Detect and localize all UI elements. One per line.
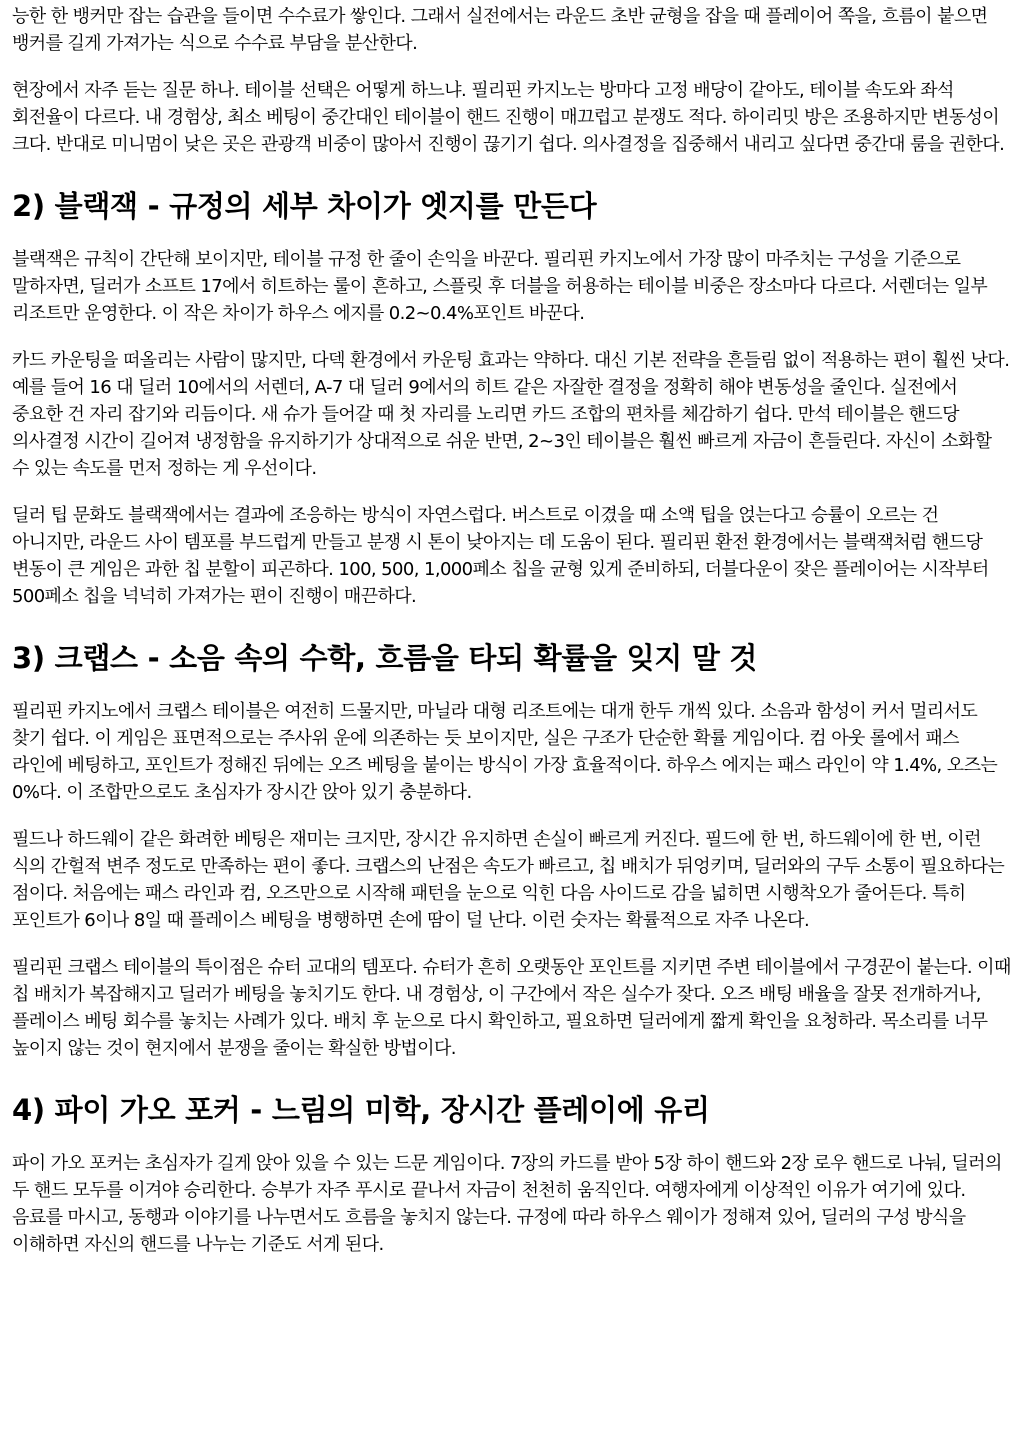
paragraph-baccarat-commission: 능한 한 뱅커만 잡는 습관을 들이면 수수료가 쌓인다. 그래서 실전에서는 라운드 초반 균형을 잡을 때 플레이어 쪽을, 흐름이 붙으면 뱅커를 길게 가져가는 식으로 수수료 부담을 분산한다.: [12, 6, 988, 54]
paragraph-craps-bets: 필드나 하드웨이 같은 화려한 베팅은 재미는 크지만, 장시간 유지하면 손실이 빠르게 커진다. 필드에 한 번, 하드웨이에 한 번, 이런 식의 간헐적 변주 정도로 만족하는 편이 좋다. 크랩스의 난점은 속도가 빠르고, 칩 배치가 뒤엉키며, 딜러와의 구두 소통이 필요하다는 점이다. 처음에는 패스 라인과 컴, 오즈만으로 시작해 패턴을 눈으로 익힌 다음 사이드로 감을 넓히면 시행착오가 줄어든다. 특히 포인트가 6이나 8일 때 플레이스 베팅을 병행하면 손에 땀이 덜 난다. 이런 숫자는 확률적으로 자주 나온다.: [12, 829, 1005, 931]
heading-craps: 3) 크랩스 - 소음 속의 수학, 흐름을 타되 확률을 잊지 말 것: [12, 641, 758, 675]
heading-blackjack: 2) 블랙잭 - 규정의 세부 차이가 엣지를 만든다: [12, 189, 597, 223]
paragraph-pai-gow-intro: 파이 가오 포커는 초심자가 길게 앉아 있을 수 있는 드문 게임이다. 7장의 카드를 받아 5장 하이 핸드와 2장 로우 핸드로 나눠, 딜러의 두 핸드 모두를 이겨야 승리한다. 승부가 자주 푸시로 끝나서 자금이 천천히 움직인다. 여행자에게 이상적인 이유가 여기에 있다. 음료를 마시고, 동행과 이야기를 나누면서도 흐름을 놓치지 않는다. 규정에 따라 하우스 웨이가 정해져 있어, 딜러의 구성 방식을 이해하면 자신의 핸드를 나누는 기준도 서게 된다.: [12, 1153, 1002, 1255]
paragraph-blackjack-rules: 블랙잭은 규칙이 간단해 보이지만, 테이블 규정 한 줄이 손익을 바꾼다. 필리핀 카지노에서 가장 많이 마주치는 구성을 기준으로 말하자면, 딜러가 소프트 17에서 히트하는 룰이 흔하고, 스플릿 후 더블을 허용하는 테이블 비중은 장소마다 다르다. 서렌더는 일부 리조트만 운영한다. 이 작은 차이가 하우스 에지를 0.2~0.4%포인트 바꾼다.: [12, 249, 988, 324]
paragraph-blackjack-tips: 딜러 팁 문화도 블랙잭에서는 결과에 조응하는 방식이 자연스럽다. 버스트로 이겼을 때 소액 팁을 얹는다고 승률이 오르는 건 아니지만, 라운드 사이 템포를 부드럽게 만들고 분쟁 시 톤이 낮아지는 데 도움이 된다. 필리핀 환전 환경에서는 블랙잭처럼 핸드당 변동이 큰 게임은 과한 칩 분할이 피곤하다. 100, 500, 1,000페소 칩을 균형 있게 준비하되, 더블다운이 잦은 플레이어는 시작부터 500페소 칩을 넉넉히 가져가는 편이 진행이 매끈하다.: [12, 505, 989, 607]
paragraph-table-selection: 현장에서 자주 듣는 질문 하나. 테이블 선택은 어떻게 하느냐. 필리핀 카지노는 방마다 고정 배당이 같아도, 테이블 속도와 좌석 회전율이 다르다. 내 경험상, 최소 베팅이 중간대인 테이블이 핸드 진행이 매끄럽고 분쟁도 적다. 하이리밋 방은 조용하지만 변동성이 크다. 반대로 미니멈이 낮은 곳은 관광객 비중이 많아서 진행이 끊기기 쉽다. 의사결정을 집중해서 내리고 싶다면 중간대 룸을 권한다.: [12, 80, 1005, 155]
heading-pai-gow: 4) 파이 가오 포커 - 느림의 미학, 장시간 플레이에 유리: [12, 1093, 710, 1127]
paragraph-blackjack-strategy: 카드 카운팅을 떠올리는 사람이 많지만, 다덱 환경에서 카운팅 효과는 약하다. 대신 기본 전략을 흔들림 없이 적용하는 편이 훨씬 낫다. 예를 들어 16 대 딜러 10에서의 서렌더, A-7 대 딜러 9에서의 히트 같은 자잘한 결정을 정확히 해야 변동성을 줄인다. 실전에서 중요한 건 자리 잡기와 리듬이다. 새 슈가 들어갈 때 첫 자리를 노리면 카드 조합의 편차를 체감하기 쉽다. 만석 테이블은 핸드당 의사결정 시간이 길어져 냉정함을 유지하기가 상대적으로 쉬운 반면, 2~3인 테이블은 훨씬 빠르게 자금이 흔들린다. 자신이 소화할 수 있는 속도를 먼저 정하는 게 우선이다.: [12, 350, 1010, 479]
paragraph-craps-intro: 필리핀 카지노에서 크랩스 테이블은 여전히 드물지만, 마닐라 대형 리조트에는 대개 한두 개씩 있다. 소음과 함성이 커서 멀리서도 찾기 쉽다. 이 게임은 표면적으로는 주사위 운에 의존하는 듯 보이지만, 실은 구조가 단순한 확률 게임이다. 컴 아웃 롤에서 패스 라인에 베팅하고, 포인트가 정해진 뒤에는 오즈 베팅을 붙이는 방식이 가장 효율적이다. 하우스 에지는 패스 라인이 약 1.4%, 오즈는 0%다. 이 조합만으로도 초심자가 장시간 앉아 있기 충분하다.: [12, 701, 998, 803]
paragraph-craps-shooter: 필리핀 크랩스 테이블의 특이점은 슈터 교대의 템포다. 슈터가 흔히 오랫동안 포인트를 지키면 주변 테이블에서 구경꾼이 붙는다. 이때 칩 배치가 복잡해지고 딜러가 베팅을 놓치기도 한다. 내 경험상, 이 구간에서 작은 실수가 잦다. 오즈 배팅 배율을 잘못 전개하거나, 플레이스 베팅 회수를 놓치는 사례가 있다. 배치 후 눈으로 다시 확인하고, 필요하면 딜러에게 짧게 확인을 요청하라. 목소리를 너무 높이지 않는 것이 현지에서 분쟁을 줄이는 확실한 방법이다.: [12, 957, 1011, 1059]
article-body: [12, 3, 1012, 1278]
